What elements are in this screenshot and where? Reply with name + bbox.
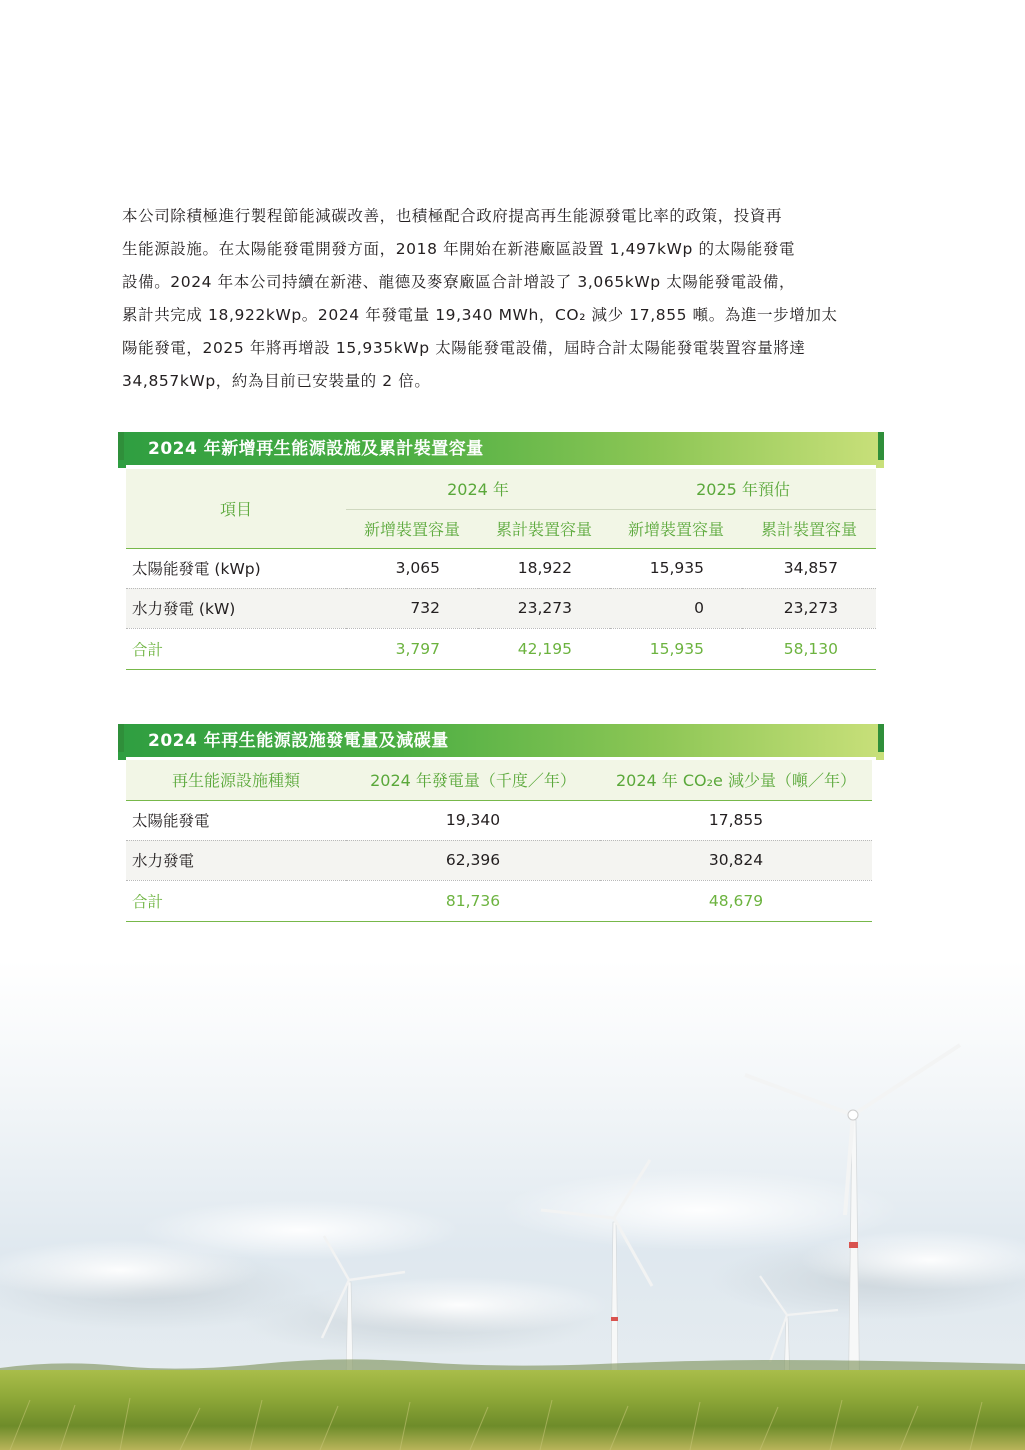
- table-total-row: [126, 628, 876, 669]
- cell-new-2024: 3,797: [346, 628, 478, 669]
- cell-new-2025: 15,935: [610, 628, 742, 669]
- cell-new-2024: 3,065: [346, 548, 478, 588]
- row-label: 合計: [126, 880, 346, 921]
- col-header-item: 項目: [126, 469, 346, 548]
- table-row: [126, 588, 876, 628]
- cell-cum-2024: 18,922: [478, 548, 610, 588]
- section2-header: [118, 724, 884, 760]
- cell-new-2024: 732: [346, 588, 478, 628]
- intro-line: 陽能發電，2025 年將再增設 15,935kWp 太陽能發電設備，屆時合計太陽能發電裝置容量將達: [122, 339, 806, 357]
- row-label: 太陽能發電 (kWp): [126, 548, 346, 588]
- col-header-co2: 2024 年 CO₂e 減少量（噸／年）: [600, 760, 872, 800]
- wind-turbine-landscape-image: [0, 960, 1025, 1450]
- row-label: 水力發電 (kW): [126, 588, 346, 628]
- cell-new-2025: 0: [610, 588, 742, 628]
- cell-generation: 19,340: [346, 800, 600, 840]
- col-header-new-2024: 新增裝置容量: [346, 509, 478, 548]
- capacity-table: [126, 469, 876, 670]
- cell-generation: 62,396: [346, 840, 600, 880]
- row-label: 合計: [126, 628, 346, 669]
- col-header-2024: 2024 年: [346, 469, 610, 509]
- intro-line: 設備。2024 年本公司持續在新港、龍德及麥寮廠區合計增設了 3,065kWp 太陽能發電設備，: [122, 273, 796, 291]
- col-header-type: 再生能源設施種類: [126, 760, 346, 800]
- generation-table: [126, 760, 872, 922]
- intro-line: 34,857kWp，約為目前已安裝量的 2 倍。: [122, 372, 431, 390]
- section2-title: 2024 年再生能源設施發電量及減碳量: [148, 731, 449, 751]
- cell-cum-2024: 23,273: [478, 588, 610, 628]
- table-row: [126, 548, 876, 588]
- col-header-cum-2024: 累計裝置容量: [478, 509, 610, 548]
- cell-cum-2024: 42,195: [478, 628, 610, 669]
- cell-generation: 81,736: [346, 880, 600, 921]
- table-total-row: [126, 880, 872, 921]
- section1-header: [118, 432, 884, 468]
- col-header-2025: 2025 年預估: [610, 469, 876, 509]
- header-underline: [126, 465, 876, 468]
- table-row: [126, 800, 872, 840]
- cell-co2: 17,855: [600, 800, 872, 840]
- intro-paragraph: [122, 200, 882, 398]
- section1-title: 2024 年新增再生能源設施及累計裝置容量: [148, 439, 484, 459]
- intro-line: 累計共完成 18,922kWp。2024 年發電量 19,340 MWh，CO₂ 減少 17,855 噸。為進一步增加太: [122, 306, 838, 324]
- cell-cum-2025: 23,273: [742, 588, 876, 628]
- cell-co2: 48,679: [600, 880, 872, 921]
- table-row: [126, 840, 872, 880]
- intro-line: 本公司除積極進行製程節能減碳改善，也積極配合政府提高再生能源發電比率的政策，投資再: [122, 207, 783, 225]
- intro-line: 生能源設施。在太陽能發電開發方面，2018 年開始在新港廠區設置 1,497kWp 的太陽能發電: [122, 240, 796, 258]
- row-label: 太陽能發電: [126, 800, 346, 840]
- cell-cum-2025: 34,857: [742, 548, 876, 588]
- col-header-generation: 2024 年發電量（千度／年）: [346, 760, 600, 800]
- header-accent-bar: [118, 432, 124, 460]
- col-header-new-2025: 新增裝置容量: [610, 509, 742, 548]
- col-header-cum-2025: 累計裝置容量: [742, 509, 876, 548]
- header-accent-bar: [118, 724, 124, 752]
- cell-co2: 30,824: [600, 840, 872, 880]
- cell-cum-2025: 58,130: [742, 628, 876, 669]
- row-label: 水力發電: [126, 840, 346, 880]
- cell-new-2025: 15,935: [610, 548, 742, 588]
